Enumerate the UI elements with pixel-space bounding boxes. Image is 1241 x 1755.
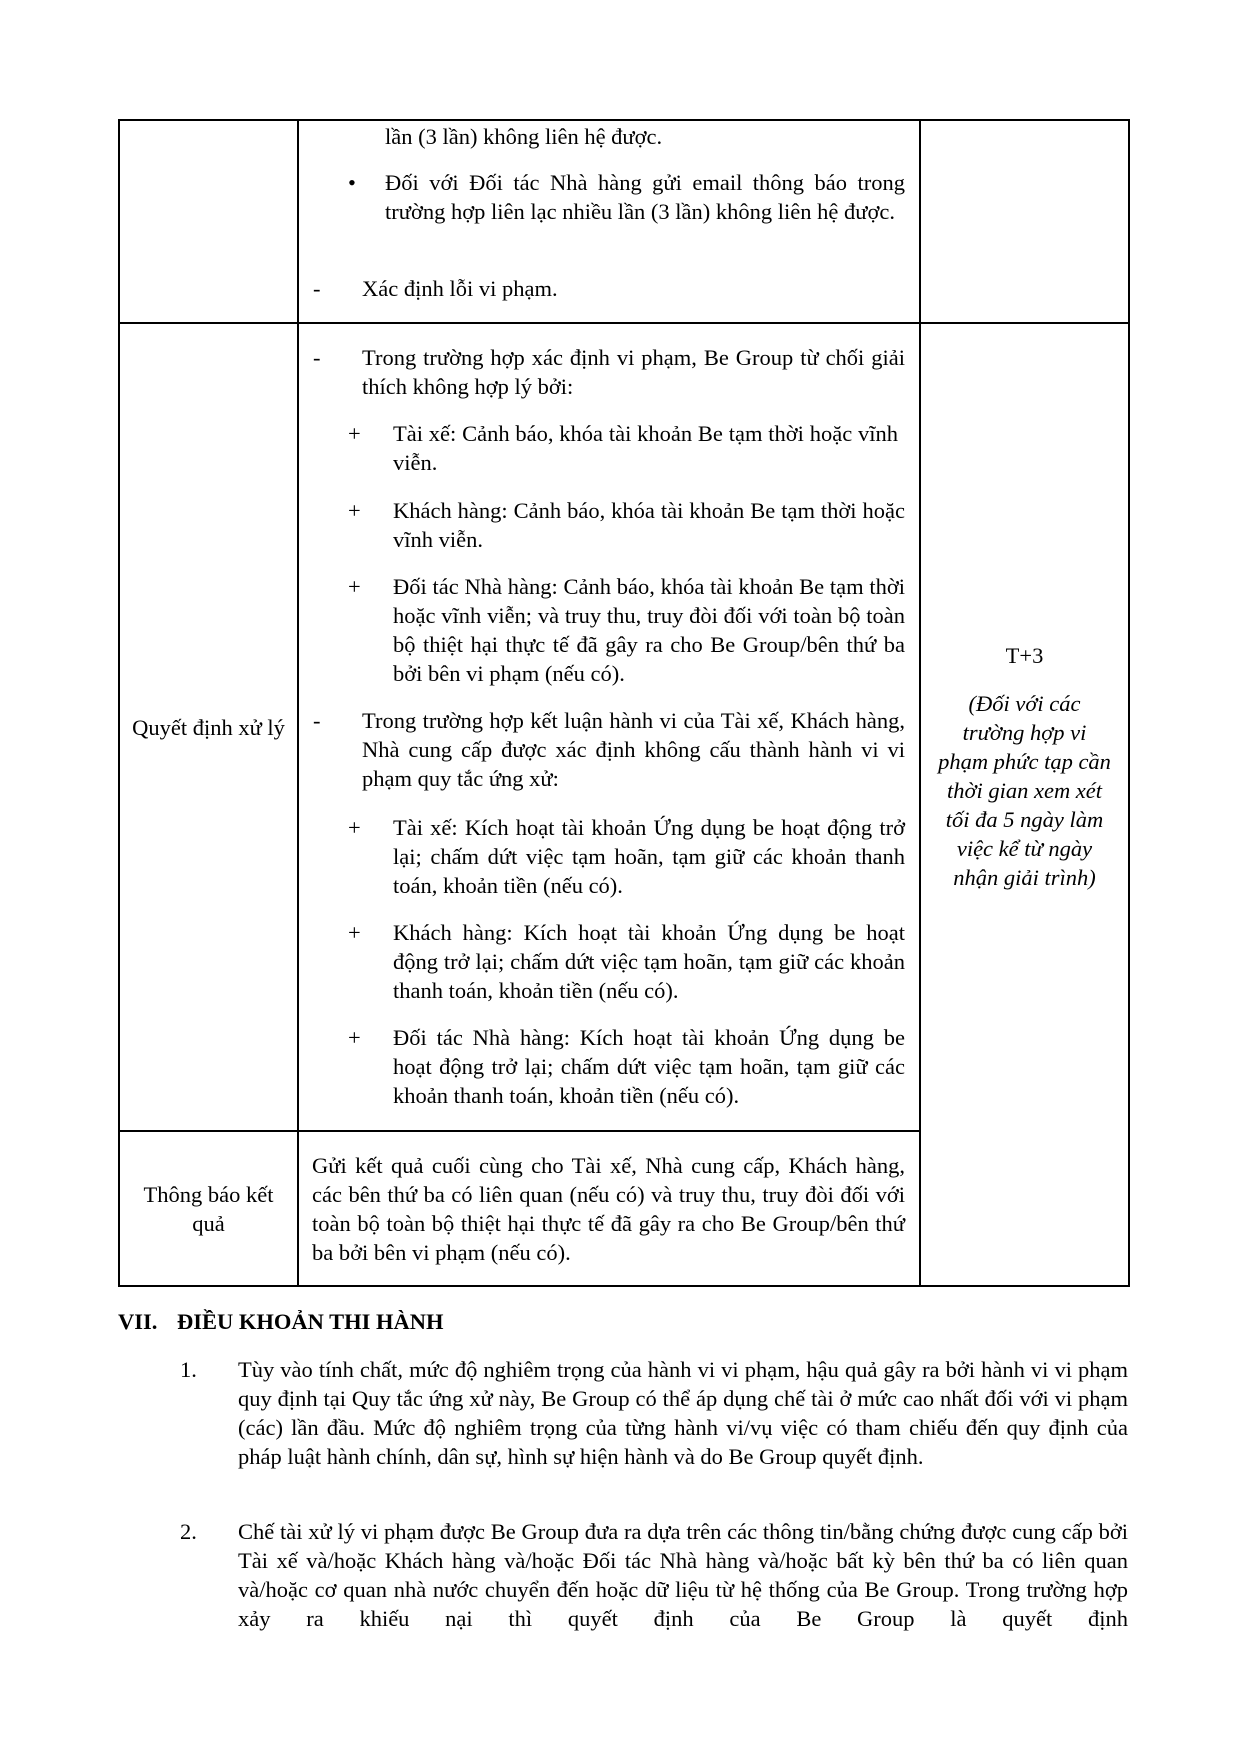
row1-dash-text: Xác định lỗi vi phạm. (362, 276, 558, 301)
row2-plus-item: Khách hàng: Cảnh báo, khóa tài khoản Be tạm thời hoặc vĩnh viễn. (393, 498, 905, 552)
table-border-top (118, 119, 1130, 121)
table-border-bottom (118, 1285, 1130, 1287)
row2-label: Quyết định xử lý (132, 715, 285, 740)
plus-marker: + (348, 421, 361, 446)
table-border-col1 (297, 119, 299, 1287)
plus-marker: + (348, 920, 361, 945)
table-border-col2 (919, 119, 921, 1287)
row2-dash2-text: Trong trường hợp kết luận hành vi của Tài xế, Khách hàng, Nhà cung cấp được xác định không cấu thành hành vi vi phạm quy tắc ứng xử: (362, 708, 905, 791)
row1-continued-line: lần (3 lần) không liên hệ được. (385, 124, 663, 149)
row2-dash1-text: Trong trường hợp xác định vi phạm, Be Group từ chối giải thích không hợp lý bởi: (362, 345, 905, 399)
row3-text: Gửi kết quả cuối cùng cho Tài xế, Nhà cung cấp, Khách hàng, các bên thứ ba có liên quan (nếu có) và truy thu, truy đòi đối với toàn bộ toàn bộ thiệt hại thực tế đã gây ra cho Be Group/bên thứ ba bởi bên vi phạm (nếu có). (312, 1153, 905, 1265)
plus-marker: + (348, 1025, 361, 1050)
deadline-note: (Đối với các trường hợp vi phạm phức tạp cần thời gian xem xét tối đa 5 ngày làm việc kể từ ngày nhận giải trình) (938, 691, 1111, 890)
plus-marker: + (348, 498, 361, 523)
plus-marker: + (348, 815, 361, 840)
section-number: VII. (118, 1309, 158, 1334)
table-border-left (118, 119, 120, 1287)
plus-marker: + (348, 574, 361, 599)
section-heading (118, 1307, 444, 1336)
item-number: 1. (180, 1357, 197, 1382)
item-text: Chế tài xử lý vi phạm được Be Group đưa ra dựa trên các thông tin/bằng chứng được cung cấp bởi Tài xế và/hoặc Khách hàng và/hoặc Đối tác Nhà hàng và/hoặc bất kỳ bên thứ ba có liên quan và/hoặc cơ quan nhà nước chuyển đến hoặc dữ liệu từ hệ thống của Be Group. Trong trường hợp xảy ra khiếu nại thì quyết định của Be Group là quyết định (238, 1519, 1128, 1631)
row3-label: Thông báo kết quả (143, 1182, 274, 1236)
row2-plus-item: Tài xế: Kích hoạt tài khoản Ứng dụng be hoạt động trở lại; chấm dứt việc tạm hoãn, tạm giữ các khoản thanh toán, khoản tiền (nếu có). (393, 815, 905, 898)
row2-plus-item: Đối tác Nhà hàng: Kích hoạt tài khoản Ứng dụng be hoạt động trở lại; chấm dứt việc tạm hoãn, tạm giữ các khoản thanh toán, khoản tiền (nếu có). (393, 1025, 905, 1108)
item-text: Tùy vào tính chất, mức độ nghiêm trọng của hành vi vi phạm, hậu quả gây ra bởi hành vi vi phạm quy định tại Quy tắc ứng xử này, Be Group có thể áp dụng chế tài ở mức cao nhất đối với vi phạm (các) lần đầu. Mức độ nghiêm trọng của từng hành vi/vụ việc có tham chiếu đến quy định của pháp luật hành chính, dân sự, hình sự hiện hành và do Be Group quyết định. (238, 1357, 1128, 1469)
dash-marker: - (313, 276, 321, 301)
row1-bullet-text: Đối với Đối tác Nhà hàng gửi email thông báo trong trường hợp liên lạc nhiều lần (3 lần) không liên hệ được. (385, 170, 905, 224)
table-border-right (1128, 119, 1130, 1287)
dash-marker: - (313, 708, 321, 733)
row2-plus-item: Tài xế: Cảnh báo, khóa tài khoản Be tạm thời hoặc vĩnh viễn. (393, 421, 898, 475)
table-border-row2 (118, 1130, 921, 1132)
deadline: T+3 (1005, 643, 1044, 668)
section-title: ĐIỀU KHOẢN THI HÀNH (177, 1309, 444, 1334)
row2-plus-item: Đối tác Nhà hàng: Cảnh báo, khóa tài khoản Be tạm thời hoặc vĩnh viễn; và truy thu, truy đòi đối với toàn bộ toàn bộ thiệt hại thực tế đã gây ra cho Be Group/bên thứ ba bởi bên vi phạm (nếu có). (393, 574, 905, 686)
table-border-row1 (118, 322, 1130, 324)
bullet-marker: • (348, 170, 356, 195)
row2-plus-item: Khách hàng: Kích hoạt tài khoản Ứng dụng be hoạt động trở lại; chấm dứt việc tạm hoãn, tạm giữ các khoản thanh toán, khoản tiền (nếu có). (393, 920, 905, 1003)
dash-marker: - (313, 345, 321, 370)
item-number: 2. (180, 1519, 197, 1544)
